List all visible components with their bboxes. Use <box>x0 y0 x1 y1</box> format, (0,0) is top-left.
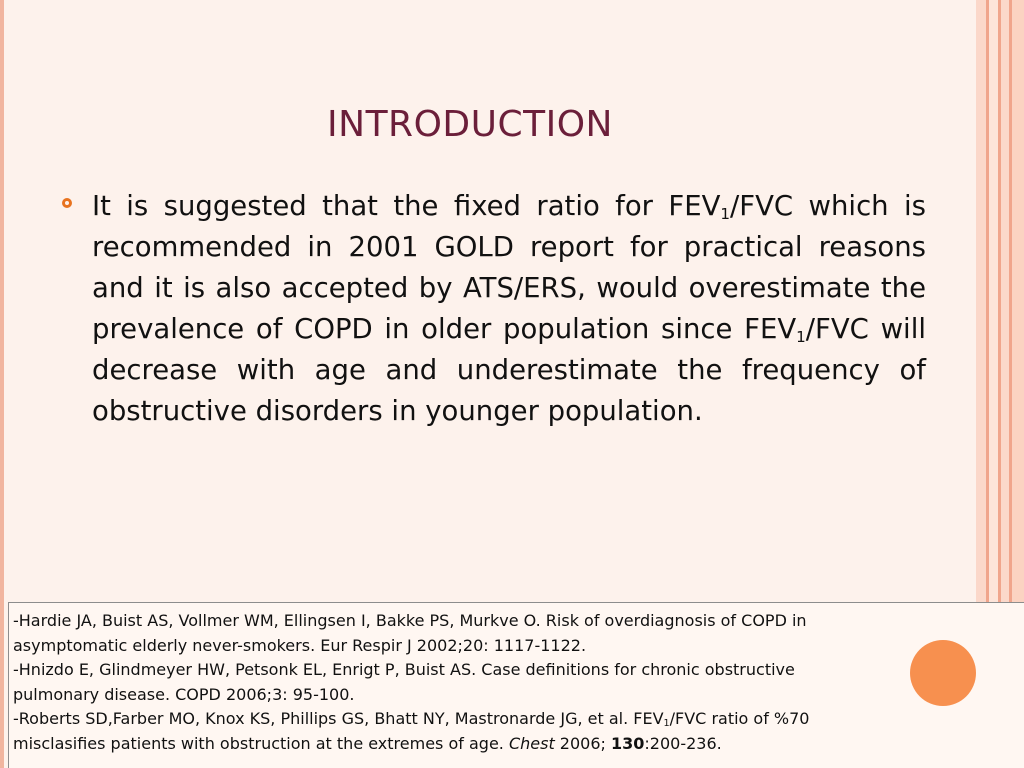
subscript: 1 <box>663 717 670 729</box>
references-box <box>8 602 1024 768</box>
decorative-circle <box>910 640 976 706</box>
ring-bullet-icon <box>62 198 72 208</box>
reference-line: -Hnizdo E, Glindmeyer HW, Petsonk EL, Enrigt P, Buist AS. Case definitions for chronic obstructive <box>13 660 795 679</box>
reference-line: -Hardie JA, Buist AS, Vollmer WM, Ellingsen I, Bakke PS, Murkve O. Risk of overdiagnosis of COPD in <box>13 611 807 630</box>
reference-part: :200-236. <box>644 733 722 753</box>
journal-volume: 130 <box>611 733 645 753</box>
bullet-text-part: /FVC will decrease with age and underestimate the frequency of obstructive disorders in younger population. <box>92 313 926 427</box>
journal-name: Chest <box>508 733 555 753</box>
reference-line: asymptomatic elderly never-smokers. Eur Respir J 2002;20: 1117-1122. <box>13 635 587 655</box>
bullet-text-part: /FVC which is recommended in 2001 GOLD report for practical reasons and it is also accepted by ATS/ERS, would overestimate the prevalence of COPD in older population since FEV <box>92 190 926 345</box>
reference-part: 2006; <box>554 733 611 753</box>
reference-part: /FVC ratio of %70 <box>669 709 810 728</box>
bullet-text <box>92 186 926 432</box>
reference-part: misclasifies patients with obstruction at the extremes of age. <box>13 733 509 753</box>
subscript: 1 <box>796 327 806 346</box>
reference-line <box>13 707 1013 732</box>
subscript: 1 <box>720 204 731 223</box>
reference-line <box>13 732 1013 757</box>
reference-part: -Roberts SD,Farber MO, Knox KS, Phillips GS, Bhatt NY, Mastronarde JG, et al. FEV <box>13 709 664 728</box>
references-list <box>13 609 1013 756</box>
bullet-text-part: It is suggested that the fixed ratio for FEV <box>92 190 721 222</box>
reference-line: pulmonary disease. COPD 2006;3: 95-100. <box>13 684 355 704</box>
slide-title: INTRODUCTION <box>327 104 613 145</box>
